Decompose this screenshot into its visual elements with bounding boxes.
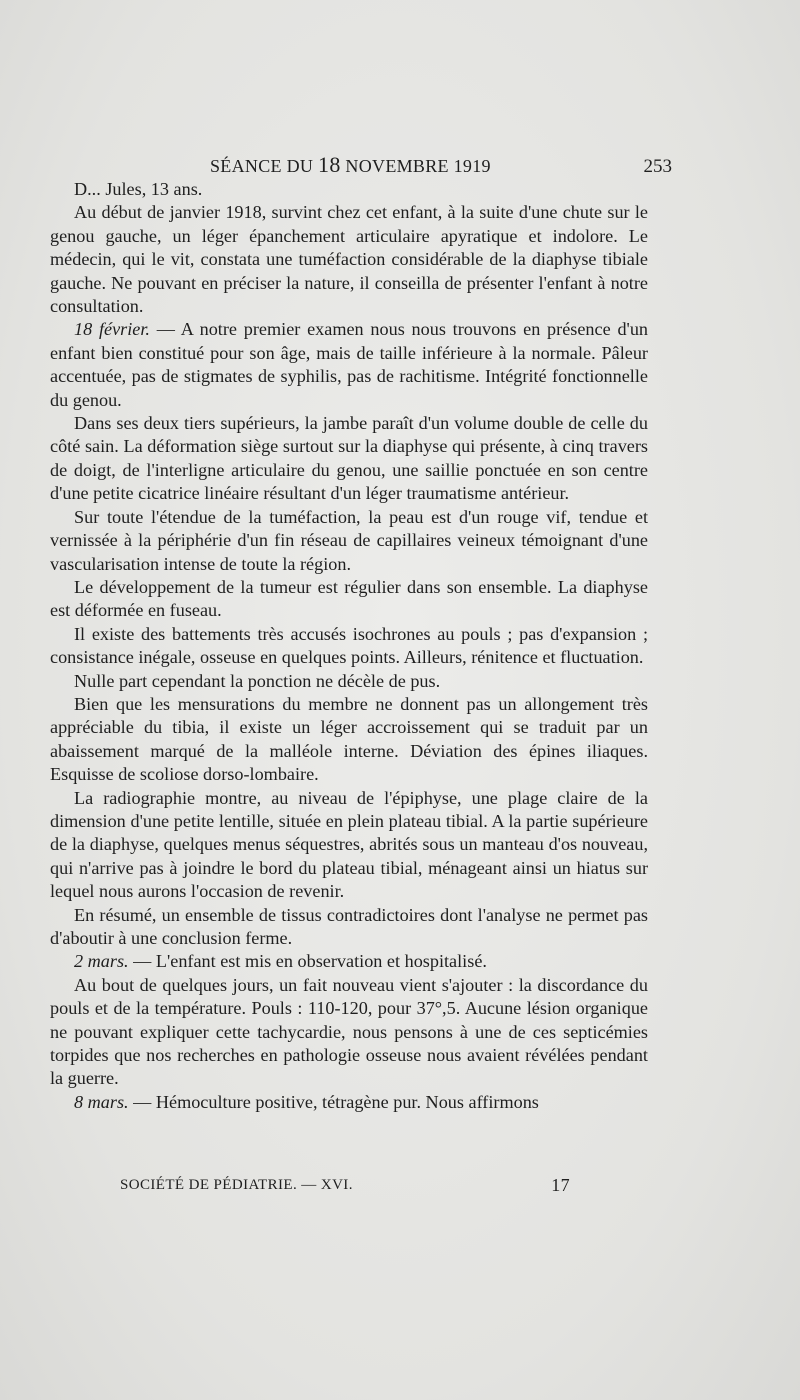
running-title-post: NOVEMBRE 1919 <box>340 156 491 176</box>
paragraph-date-lead: 18 février. <box>74 319 150 340</box>
paragraph-text: Il existe des battements très accusés isochrones au pouls ; pas d'expansion ; consistance inégale, osseuse en quelques points. Ailleurs, rénitence et fluctuation. <box>50 623 648 668</box>
paragraph-text: D... Jules, 13 ans. <box>74 179 203 199</box>
paragraph-text: Nulle part cependant la ponction ne décèle de pus. <box>74 670 441 691</box>
running-title <box>210 152 491 178</box>
page-footer <box>120 1177 570 1194</box>
paragraph <box>50 1091 648 1114</box>
paragraph-text: En résumé, un ensemble de tissus contradictoires dont l'analyse ne permet pas d'aboutir à une conclusion ferme. <box>50 904 648 948</box>
paragraph <box>50 950 648 973</box>
paragraph-text: Au bout de quelques jours, un fait nouveau vient s'ajouter : la discordance du pouls et de la température. Pouls : 110-120, pour 37°,5. Aucune lésion organique ne pouvant expliquer cette tachycardie, nous pensons à une de ces septicémies torpides que nos recherches en pathologie osseuse nous avaient révélées pendant la guerre. <box>50 974 648 1089</box>
running-title-day: 18 <box>318 152 341 177</box>
signature-mark: 17 <box>551 1175 570 1195</box>
page-header <box>50 152 672 178</box>
journal-footer: SOCIÉTÉ DE PÉDIATRIE. — XVI. <box>120 1177 353 1193</box>
paragraph <box>50 178 648 201</box>
paragraph <box>50 506 648 576</box>
paragraph-date-lead: 8 mars. <box>74 1091 129 1112</box>
paragraph-text: Sur toute l'étendue de la tuméfaction, la peau est d'un rouge vif, tendue et vernissée à la périphérie d'un fin réseau de capillaires veineux témoignant d'une vascularisation intense de toute la région. <box>50 506 648 574</box>
paragraph <box>50 904 648 951</box>
paragraph-text: — A notre premier examen nous nous trouvons en présence d'un enfant bien constitué pour son âge, mais de taille inférieure à la normale. Pâleur accentuée, pas de stigmates de syphilis, pas de rachitisme. Intégrité fonctionnelle du genou. <box>50 319 649 410</box>
paragraph <box>50 974 648 1091</box>
paragraph <box>50 623 648 670</box>
paragraph-text: Le développement de la tumeur est régulier dans son ensemble. La diaphyse est déformée en fuseau. <box>50 576 648 621</box>
paragraph-text: Au début de janvier 1918, survint chez cet enfant, à la suite d'une chute sur le genou gauche, un léger épanchement articulaire apyratique et indolore. Le médecin, qui le vit, constata une tuméfaction considérable de la diaphyse tibiale gauche. Ne pouvant en préciser la nature, il conseilla de présenter l'enfant à notre consultation. <box>50 202 648 317</box>
running-title-pre: SÉANCE DU <box>210 156 319 176</box>
paragraph <box>50 318 648 412</box>
paragraph-text: — Hémoculture positive, tétragène pur. Nous affirmons <box>128 1091 539 1112</box>
paragraph <box>50 412 648 506</box>
paragraph-date-lead: 2 mars. <box>74 951 129 972</box>
paragraph-text: Dans ses deux tiers supérieurs, la jambe paraît d'un volume double de celle du côté sain. La déformation siège surtout sur la diaphyse qui présente, à cinq travers de doigt, de l'interligne articulaire du genou, une saillie ponctuée en son centre d'une petite cicatrice linéaire résultant d'un léger traumatisme antérieur. <box>50 413 648 504</box>
paragraph-text: — L'enfant est mis en observation et hospitalisé. <box>128 951 487 972</box>
paragraph <box>50 693 648 787</box>
page-number: 253 <box>643 156 672 177</box>
paragraph <box>50 576 648 623</box>
paragraph-text: Bien que les mensurations du membre ne donnent pas un allongement très appréciable du tibia, il existe un léger accroissement qui se traduit par un abaissement marqué de la malléole interne. Déviation des épines iliaques. Esquisse de scoliose dorso-lombaire. <box>50 693 648 785</box>
paragraph <box>50 670 648 693</box>
paragraph <box>50 201 648 318</box>
body-text <box>50 178 648 1114</box>
paragraph <box>50 787 648 904</box>
paragraph-text: La radiographie montre, au niveau de l'épiphyse, une plage claire de la dimension d'une petite lentille, située en plein plateau tibial. A la partie supérieure de la diaphyse, quelques menus séquestres, abrités sous un manteau d'os nouveau, qui n'arrive pas à joindre le bord du plateau tibial, ménageant ainsi un hiatus sur lequel nous aurons l'occasion de revenir. <box>50 787 648 902</box>
